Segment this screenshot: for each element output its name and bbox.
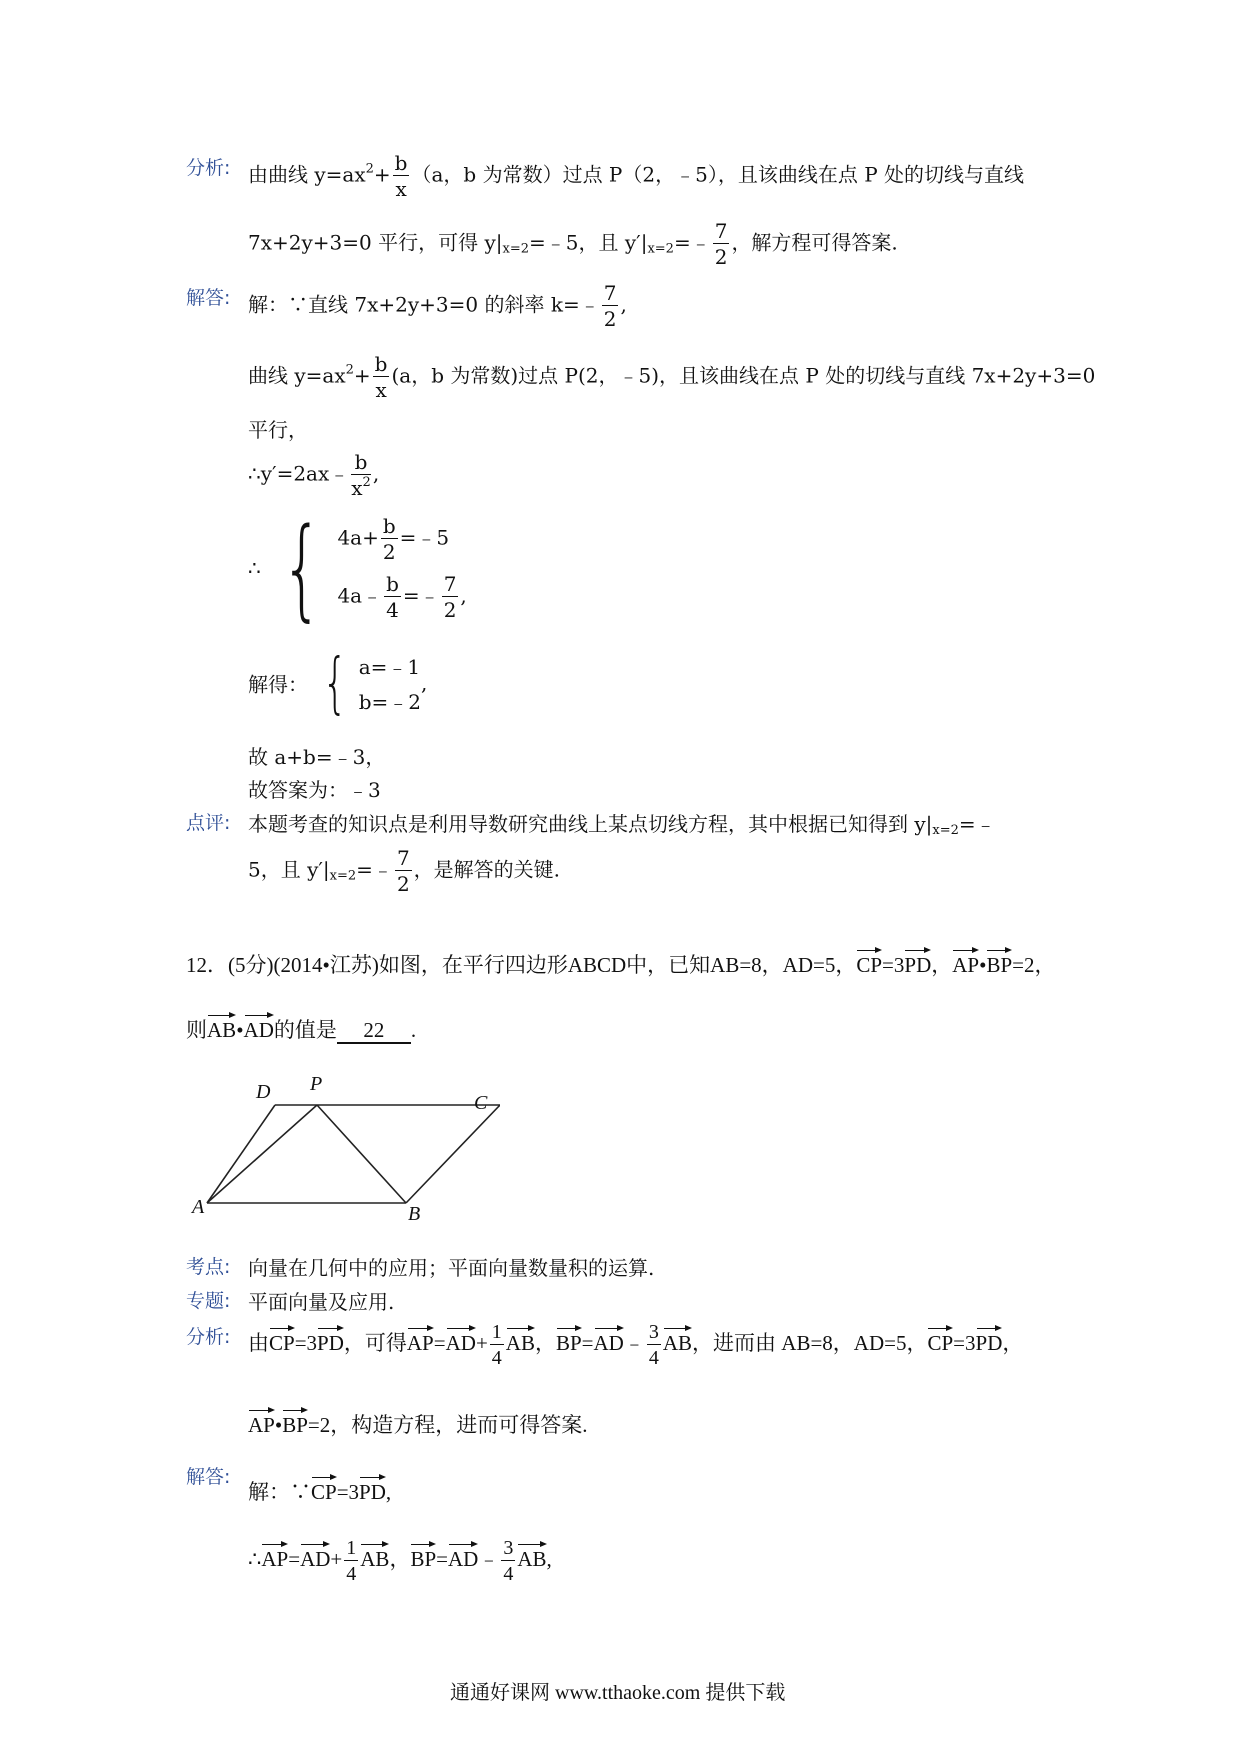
vertex-label-c: C bbox=[474, 1092, 488, 1114]
p11-solution-curve: 曲线 $y=ax^2+$ $\frac{b}{x}$ (a，b 为常数)过点 P(2，﹣5)，且该曲线在点 P 处的切线与直线 7x+2y+3=0 bbox=[248, 352, 1096, 402]
fraction-b-over-x2: $\frac{b}{x^2}$ bbox=[351, 450, 371, 500]
p12-knowledge-point: 向量在几何中的应用；平面向量数量积的运算. bbox=[248, 1256, 655, 1280]
brace-icon: { bbox=[322, 644, 348, 721]
p11-equation-system: ∴ { 4a+ $\frac{b}{2}$ =﹣5 4a﹣ $\frac{b}{4}$ =﹣ $\frac{7}{2}$ , bbox=[248, 504, 467, 632]
p11-solution-derivative: ∴y′=2ax﹣ $\frac{b}{x^2}$ , bbox=[248, 450, 380, 500]
vertex-label-b: B bbox=[408, 1203, 421, 1220]
p12-topic: 平面向量及应用. bbox=[248, 1290, 395, 1314]
fraction-b-over-x: $\frac{b}{x}$ bbox=[394, 151, 408, 201]
p11-comment-line1: 本题考查的知识点是利用导数研究曲线上某点切线方程，其中根据已知得到 $y|_{x=2}=﹣$ bbox=[248, 812, 996, 838]
fraction-7-over-2: $\frac{7}{2}$ bbox=[603, 281, 617, 331]
answer-blank: 22 bbox=[337, 1019, 411, 1044]
vertex-label-p: P bbox=[310, 1073, 323, 1095]
p11-comment-line2: 5，且 $y'|_{x=2}=﹣$ $\frac{7}{2}$ ，是解答的关键. bbox=[248, 846, 561, 896]
p12-analysis-line1: 由CP=3PD，可得AP=AD+ $\frac{1}{4}$ AB，BP=AD﹣ $\frac{3}{4}$ AB，进而由 AB=8，AD=5，CP=3PD， bbox=[248, 1321, 1024, 1369]
label-solution: 解答: bbox=[186, 1466, 231, 1488]
p12-solution-line1: 解：∵CP=3PD, bbox=[248, 1475, 391, 1506]
fraction-7-over-2: $\frac{7}{2}$ bbox=[714, 219, 728, 269]
vertex-label-a: A bbox=[192, 1196, 205, 1218]
p11-solved-values: 解得： { a=﹣1 b=﹣2 , bbox=[248, 644, 428, 721]
p12-analysis-line2: AP•BP=2，构造方程，进而可得答案. bbox=[248, 1408, 588, 1439]
label-solution: 解答: bbox=[186, 287, 231, 309]
label-knowledge-point: 考点: bbox=[186, 1256, 231, 1278]
vertex-label-d: D bbox=[256, 1081, 271, 1103]
page-footer: 通通好课网 www.tthaoke.com 提供下载 bbox=[450, 1682, 786, 1704]
brace-icon: { bbox=[281, 504, 324, 632]
p11-analysis-line1: 由曲线 $y=ax^2+$ $\frac{b}{x}$ （a，b 为常数）过点 P（2，﹣5），且该曲线在点 P 处的切线与直线 bbox=[248, 151, 1025, 201]
label-analysis: 分析: bbox=[186, 1326, 231, 1348]
p12-question-line2: 则AB•AD的值是 22 . bbox=[186, 1013, 416, 1044]
p11-result-sum: 故 a+b=﹣3， bbox=[248, 745, 386, 769]
label-topic: 专题: bbox=[186, 1290, 231, 1312]
p11-result-answer: 故答案为：﹣3 bbox=[248, 778, 381, 802]
fraction-b-over-x: $\frac{b}{x}$ bbox=[374, 352, 388, 402]
p12-solution-line2: ∴AP=AD+ $\frac{1}{4}$ AB，BP=AD﹣ $\frac{3}{4}$ AB, bbox=[248, 1537, 552, 1585]
label-analysis: 分析: bbox=[186, 157, 231, 179]
p12-question-line1: 12．(5分)(2014•江苏)如图，在平行四边形ABCD中，已知AB=8，AD=5，CP=3PD，AP•BP=2， bbox=[186, 948, 1056, 979]
p11-solution-slope: 解：∵直线 7x+2y+3=0 的斜率 k=﹣ $\frac{7}{2}$ , bbox=[248, 281, 627, 331]
p11-analysis-line2: 7x+2y+3=0 平行，可得 $y|_{x=2}=﹣5$，且 $y'|_{x=2}=﹣$ $\frac{7}{2}$ ，解方程可得答案. bbox=[248, 219, 898, 269]
label-comment: 点评: bbox=[186, 812, 231, 834]
parallelogram-figure bbox=[180, 1070, 500, 1220]
p11-solution-parallel: 平行， bbox=[248, 418, 308, 442]
